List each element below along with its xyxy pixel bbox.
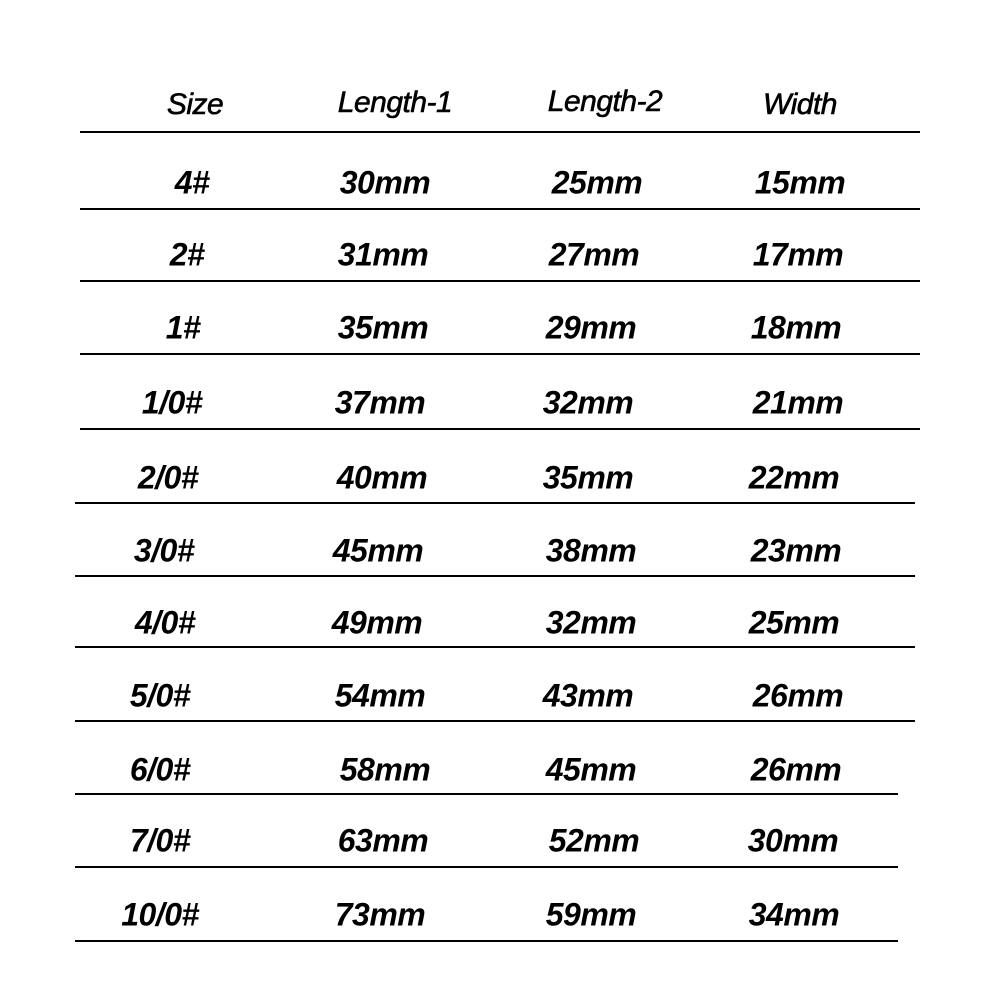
cell-size: 4#	[174, 164, 210, 201]
cell-length-2: 27mm	[548, 236, 640, 273]
header-divider	[80, 131, 920, 133]
header-size: Size	[166, 88, 224, 121]
cell-length-1: 63mm	[337, 822, 429, 859]
cell-size: 1/0#	[141, 384, 203, 421]
cell-length-1: 37mm	[334, 384, 426, 421]
cell-size: 4/0#	[134, 604, 196, 641]
cell-length-1: 45mm	[332, 532, 424, 569]
row-divider	[80, 208, 920, 210]
cell-length-2: 52mm	[548, 822, 640, 859]
cell-length-2: 43mm	[542, 677, 634, 714]
cell-size: 7/0#	[129, 822, 191, 859]
row-divider	[75, 646, 915, 648]
cell-width: 23mm	[750, 532, 842, 569]
row-divider	[75, 940, 898, 942]
cell-length-2: 25mm	[551, 164, 643, 201]
cell-width: 25mm	[748, 604, 840, 641]
cell-length-1: 40mm	[336, 459, 428, 496]
cell-width: 17mm	[752, 236, 844, 273]
row-divider	[75, 720, 915, 722]
header-length-1: Length-1	[337, 86, 453, 119]
cell-length-1: 30mm	[339, 164, 431, 201]
row-divider	[75, 502, 915, 504]
cell-length-1: 35mm	[337, 309, 429, 346]
cell-length-2: 38mm	[545, 532, 637, 569]
header-length-2: Length-2	[547, 85, 663, 118]
cell-length-2: 32mm	[542, 384, 634, 421]
row-divider	[75, 793, 898, 795]
cell-width: 21mm	[752, 384, 844, 421]
cell-width: 22mm	[748, 459, 840, 496]
cell-width: 15mm	[754, 164, 846, 201]
row-divider	[80, 353, 920, 355]
row-divider	[80, 280, 920, 282]
cell-width: 26mm	[752, 677, 844, 714]
cell-length-1: 31mm	[337, 236, 429, 273]
cell-size: 3/0#	[133, 532, 195, 569]
cell-length-2: 59mm	[545, 896, 637, 933]
cell-length-2: 29mm	[545, 309, 637, 346]
cell-length-2: 35mm	[542, 459, 634, 496]
cell-length-2: 32mm	[545, 604, 637, 641]
row-divider	[75, 866, 898, 868]
header-width: Width	[763, 88, 837, 121]
cell-size: 6/0#	[129, 751, 191, 788]
cell-size: 10/0#	[121, 896, 199, 933]
cell-size: 2#	[169, 236, 205, 273]
cell-length-2: 45mm	[545, 751, 637, 788]
cell-width: 18mm	[750, 309, 842, 346]
row-divider	[75, 575, 915, 577]
row-divider	[80, 428, 920, 430]
cell-length-1: 54mm	[334, 677, 426, 714]
cell-size: 1#	[165, 309, 201, 346]
cell-size: 5/0#	[129, 677, 191, 714]
cell-width: 34mm	[748, 896, 840, 933]
cell-width: 26mm	[750, 751, 842, 788]
cell-length-1: 73mm	[334, 896, 426, 933]
cell-size: 2/0#	[137, 459, 199, 496]
cell-length-1: 58mm	[339, 751, 431, 788]
cell-length-1: 49mm	[331, 604, 423, 641]
cell-width: 30mm	[747, 822, 839, 859]
